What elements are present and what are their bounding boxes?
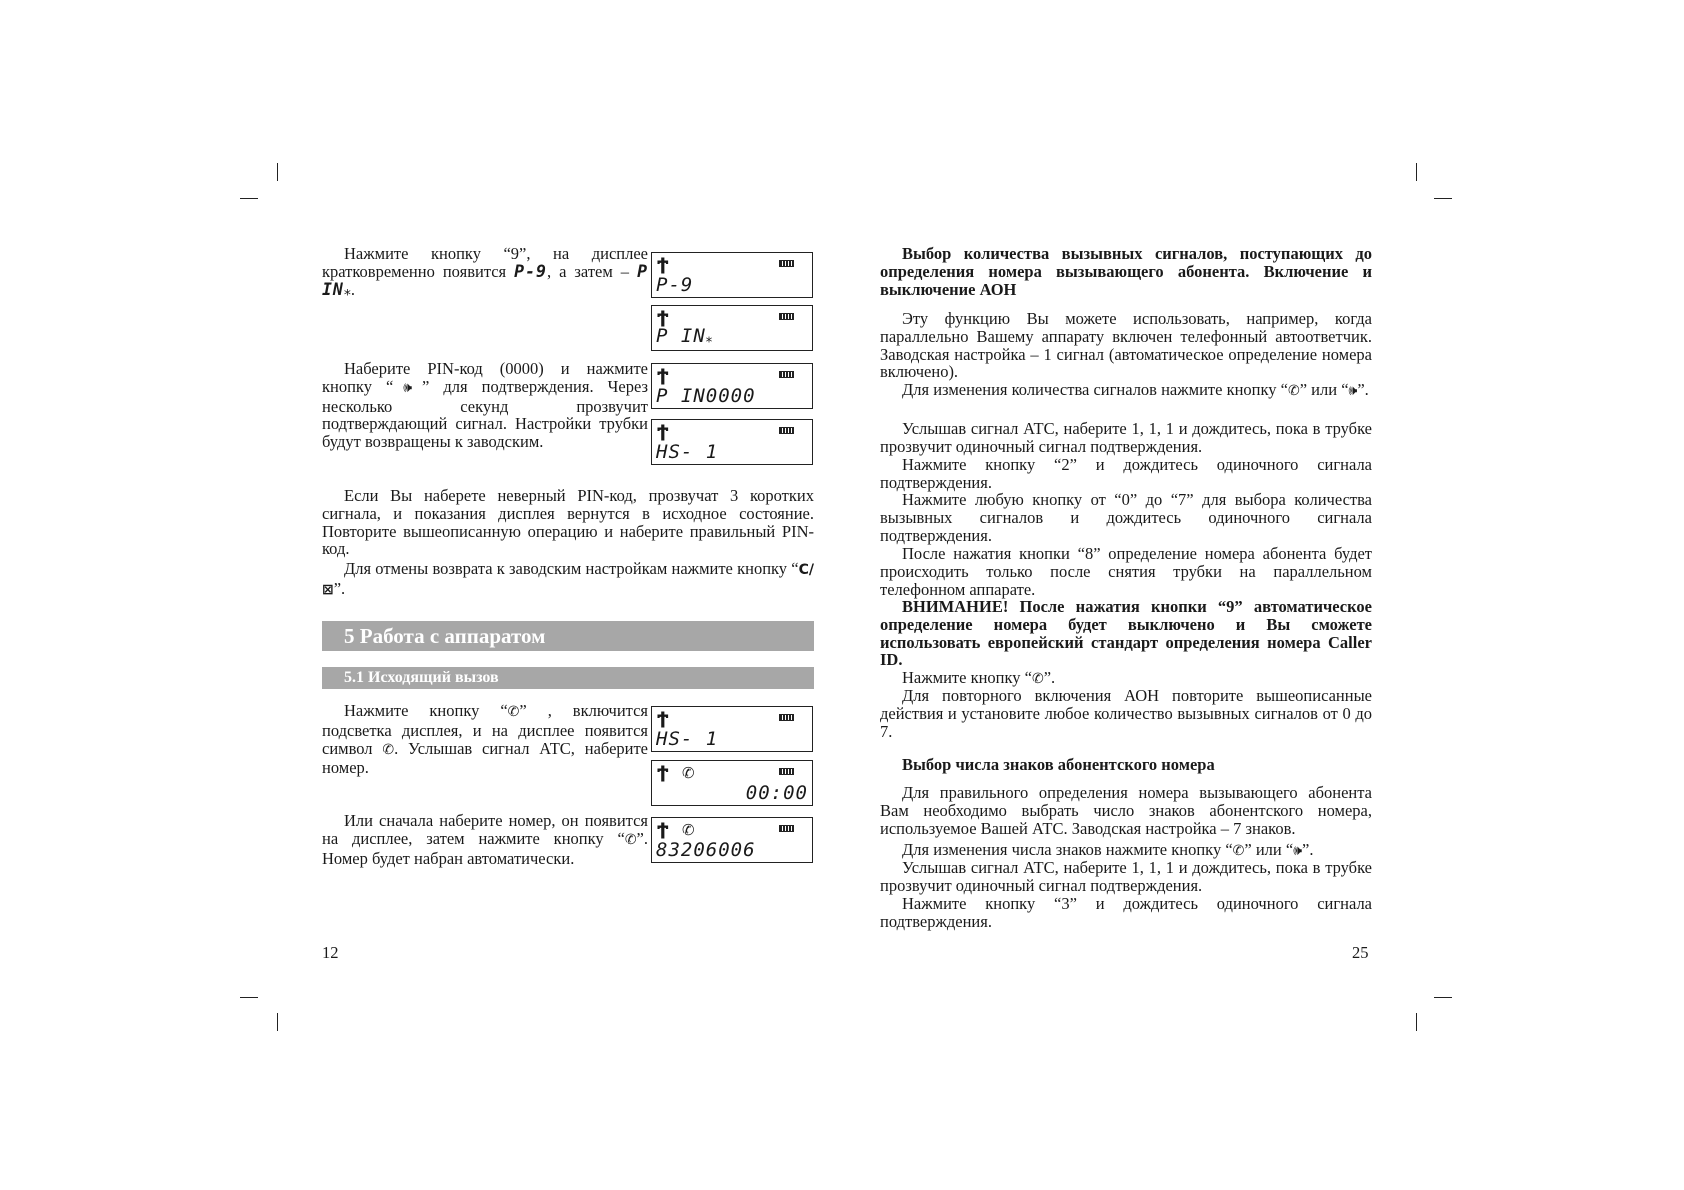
crop-mark [1416,1013,1417,1031]
antenna-icon: Ϯ [657,763,669,783]
clear-key-label: C/⊠ [322,562,814,598]
lcd-display [651,760,813,806]
crop-mark [1434,198,1452,199]
antenna-icon: Ϯ [657,820,669,840]
crop-mark [240,198,258,199]
speaker-icon: 🕪 [393,379,422,396]
crop-mark [1434,997,1452,998]
handset-icon: ✆ [382,741,395,758]
battery-icon [779,427,794,434]
heading-ring-count: Выбор количества вызывных сигналов, поступающих до определения номера вызывающего абонента. Включение и выключение АОН [880,244,1372,299]
lcd-text: P IN⁎ [656,325,714,347]
asterisk-icon: ⁎ [705,331,714,346]
crop-mark [277,1013,278,1031]
paragraph-cancel-reset: Для отмены возврата к заводским настройкам нажмите кнопку “C/⊠”. [322,559,814,598]
lcd-display [651,252,813,298]
paragraph-reenable-aon: Для повторного включения АОН повторите вышеописанные действия и установите любое количество вызывных сигналов от 0 до 7. [880,686,1372,741]
speaker-icon: 🕪 [1348,383,1358,399]
handset-icon: ✆ [624,831,637,848]
crop-mark [240,997,258,998]
battery-icon [779,260,794,267]
paragraph-press-0-7: Нажмите любую кнопку от “0” до “7” для выбора количества вызывных сигналов и дождитесь одиночного сигнала подтверждения. [880,490,1372,545]
paragraph-digit-change: Для изменения числа знаков нажмите кнопку “✆” или “🕪”. [902,840,1314,859]
lcd-display [651,363,813,409]
antenna-icon: Ϯ [657,308,669,328]
lcd-text: 00:00 [745,782,808,804]
asterisk-icon: ⁎ [343,282,351,299]
paragraph-attention: ВНИМАНИЕ! После нажатия кнопки “9” автоматическое определение номера будет выключено и Вы сможете использовать европейский стандарт определения номера Caller ID. [880,597,1372,670]
paragraph-factory-reset-step1: Нажмите кнопку “9”, на дисплее кратковременно появится P-9, а затем – P IN⁎. [322,244,648,299]
lcd-text: HS- 1 [656,441,719,463]
battery-icon [779,371,794,378]
paragraph-outgoing-call: Нажмите кнопку “✆” , включится подсветка дисплея, и на дисплее появится символ ✆. Услышав сигнал АТС, наберите номер. [322,701,649,778]
paragraph-wrong-pin: Если Вы наберете неверный PIN-код, прозвучат 3 коротких сигнала, и показания дисплея вернутся в исходное состояние. Повторите вышеописанную операцию и наберите правильный PIN-код. [322,486,814,559]
heading-digit-count: Выбор числа знаков абонентского номера [902,755,1215,774]
page-number-right: 25 [1352,943,1369,962]
battery-icon [779,714,794,721]
handset-icon: ✆ [507,704,520,720]
lcd-display [651,706,813,752]
antenna-icon: Ϯ [657,709,669,729]
paragraph-ring-intro: Эту функцию Вы можете использовать, например, когда параллельно Вашему аппарату включен телефонный автоответчик. Заводская настройка – 1 сигнал (автоматическое определение номера включено). [880,309,1372,382]
speaker-icon: 🕪 [1293,843,1303,859]
paragraph-dial-111: Услышав сигнал АТС, наберите 1, 1, 1 и дождитесь, пока в трубке прозвучит одиночный сигнал подтверждения. [880,419,1372,456]
antenna-icon: Ϯ [657,422,669,442]
lcd-display [651,817,813,863]
paragraph-press-8: После нажатия кнопки “8” определение номера абонента будет происходить только после снятия трубки на параллельном телефонном аппарате. [880,544,1372,599]
handset-icon: ✆ [1232,843,1245,859]
handset-icon: ✆ [1031,671,1044,687]
lcd-text: P IN0000 [656,385,756,407]
subsection-title: 5.1 Исходящий вызов [322,667,814,689]
battery-icon [779,825,794,832]
crop-mark [1416,163,1417,181]
paragraph-dial-111-digits: Услышав сигнал АТС, наберите 1, 1, 1 и дождитесь, пока в трубке прозвучит одиночный сигнал подтверждения. [880,858,1372,895]
paragraph-ring-change: Для изменения количества сигналов нажмите кнопку “✆” или “🕪”. [902,380,1369,399]
handset-icon: ✆ [682,764,695,782]
lcd-text: HS- 1 [656,728,719,750]
lcd-text: 83206006 [656,839,756,861]
lcd-display [651,305,813,351]
paragraph-press-3: Нажмите кнопку “3” и дождитесь одиночного сигнала подтверждения. [880,894,1372,931]
handset-icon: ✆ [1288,383,1300,399]
antenna-icon: Ϯ [657,255,669,275]
paragraph-predial: Или сначала наберите номер, он появится на дисплее, затем нажмите кнопку “✆”. Номер будет набран автоматически. [322,811,648,868]
lcd-display [651,419,813,465]
battery-icon [779,313,794,320]
antenna-icon: Ϯ [657,366,669,386]
battery-icon [779,768,794,775]
paragraph-digit-intro: Для правильного определения номера вызывающего абонента Вам необходимо выбрать число знаков абонентского номера, используемое Вашей АТС. Заводская настройка – 7 знаков. [880,783,1372,838]
paragraph-press-handset: Нажмите кнопку “✆”. [902,668,1056,687]
lcd-text: P-9 [656,274,694,296]
page-number-left: 12 [322,943,339,962]
handset-icon: ✆ [682,821,695,839]
paragraph-press-2: Нажмите кнопку “2” и дождитесь одиночного сигнала подтверждения. [880,455,1372,492]
section-title: 5 Работа с аппаратом [322,621,814,651]
paragraph-enter-pin: Наберите PIN-код (0000) и нажмите кнопку “🕪” для подтверждения. Через несколько секунд прозвучит подтверждающий сигнал. Настройки трубки будут возвращены к заводским. [322,359,648,452]
crop-mark [277,163,278,181]
